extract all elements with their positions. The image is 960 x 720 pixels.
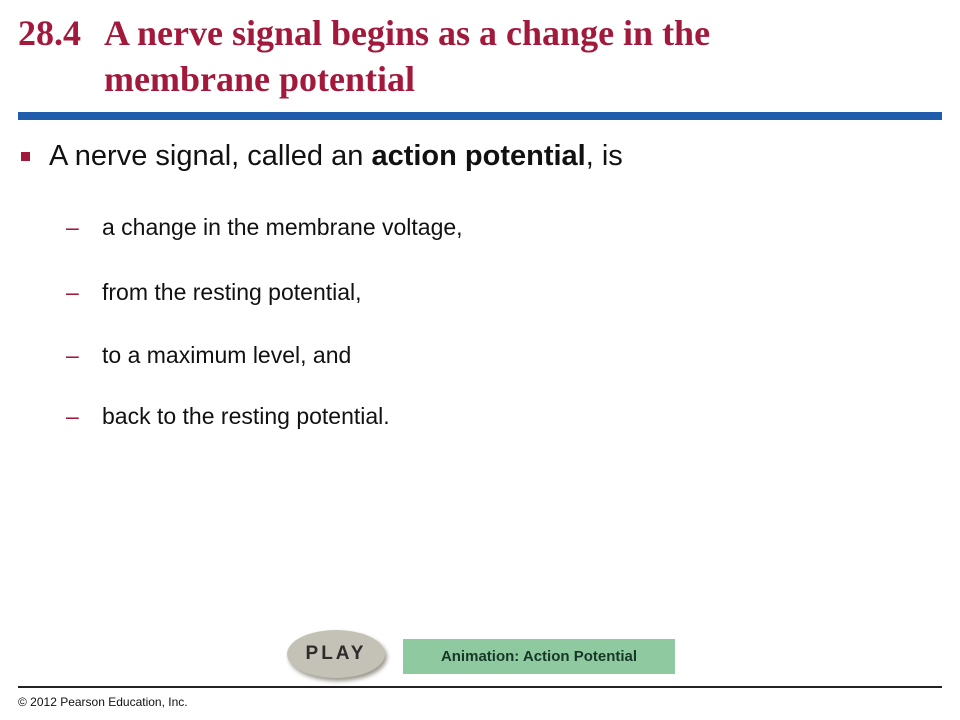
- sub-bullet: [66, 214, 866, 241]
- main-bullet-emphasis: action potential: [371, 140, 586, 172]
- title-line-2: membrane potential: [104, 59, 415, 99]
- square-bullet-icon: [21, 152, 30, 161]
- title-line-1: A nerve signal begins as a change in the: [104, 13, 711, 53]
- slide-title: [18, 10, 938, 102]
- title-divider: [18, 112, 942, 120]
- main-bullet-prefix: A nerve signal, called an: [49, 140, 372, 172]
- play-button[interactable]: [287, 630, 385, 678]
- sub-bullet-text: back to the resting potential.: [102, 403, 390, 429]
- play-button-label: PLAY: [305, 643, 367, 664]
- animation-link[interactable]: [403, 639, 675, 674]
- dash-bullet-icon: –: [66, 279, 79, 305]
- copyright-text: © 2012 Pearson Education, Inc.: [18, 695, 188, 709]
- sub-bullet-text: from the resting potential,: [102, 279, 362, 305]
- footer-divider: [18, 686, 942, 688]
- sub-bullet-text: to a maximum level, and: [102, 342, 352, 368]
- main-bullet-text: [49, 140, 623, 173]
- dash-bullet-icon: –: [66, 342, 79, 368]
- dash-bullet-icon: –: [66, 403, 79, 429]
- dash-bullet-icon: –: [66, 214, 79, 240]
- sub-bullet-text: a change in the membrane voltage,: [102, 214, 463, 240]
- sub-bullet: [66, 279, 866, 306]
- sub-bullet: [66, 342, 866, 369]
- sub-bullet: [66, 403, 866, 430]
- animation-link-label: Animation: Action Potential: [440, 648, 638, 665]
- main-bullet: [18, 140, 918, 173]
- title-number: 28.4: [18, 13, 81, 53]
- main-bullet-suffix: , is: [585, 140, 623, 172]
